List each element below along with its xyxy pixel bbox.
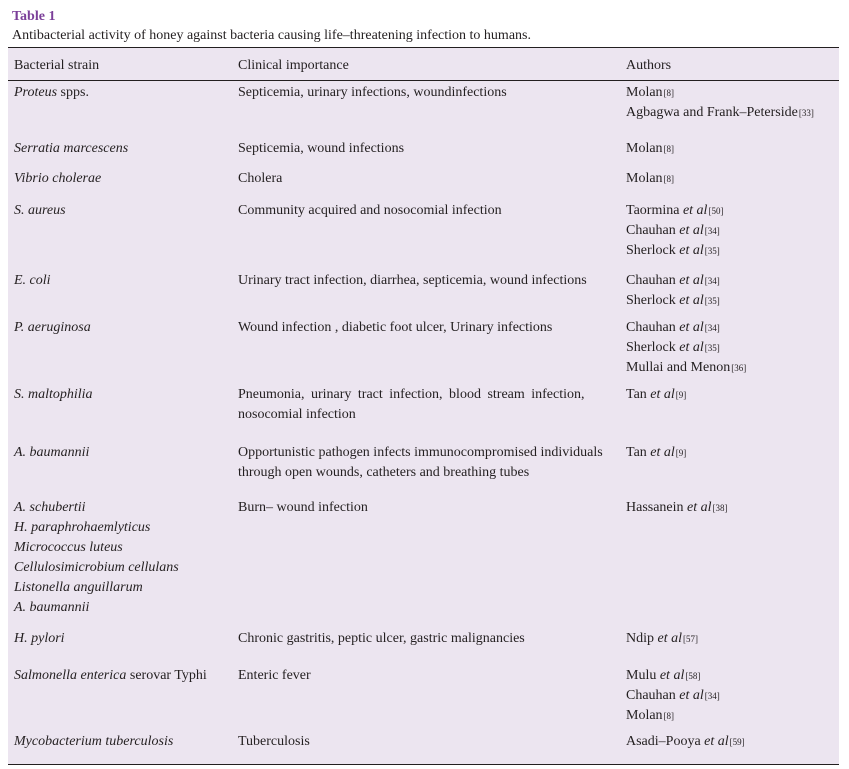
table-cell-clinical: Septicemia, wound infections [238, 141, 405, 156]
table-cell-strain: S. aureus [14, 203, 66, 218]
header-clinical-importance: Clinical importance [238, 58, 349, 73]
table-cell-authors: Asadi–Pooya et al[59] [626, 734, 745, 749]
table-cell-authors: Hassanein et al[38] [626, 500, 728, 515]
table-cell-authors: Molan[8] [626, 141, 675, 156]
table-cell-strain: Mycobacterium tuberculosis [14, 734, 174, 749]
table-cell-strain: E. coli [14, 273, 51, 288]
table [8, 47, 839, 765]
table-cell-clinical: Septicemia, urinary infections, woundinfections [238, 85, 507, 100]
table-cell-strain: H. pylori [14, 631, 65, 646]
table-cell-strain: Salmonella enterica serovar Typhi [14, 668, 207, 683]
header-authors: Authors [626, 58, 672, 73]
table-cell-clinical: Pneumonia, urinary tract infection, blood stream infection, nosocomial infection [238, 387, 585, 422]
table-cell-strain: Proteus spps. [14, 85, 89, 100]
table-cell-strain: A. baumannii [14, 445, 90, 460]
table-cell-authors: Molan[8] [626, 171, 675, 186]
table-cell-authors: Mulu et al[58] Chauhan et al[34] Molan[8] [626, 668, 720, 723]
table-cell-authors: Molan[8] Agbagwa and Frank–Peterside[33] [626, 85, 814, 120]
table-cell-authors: Chauhan et al[34] Sherlock et al[35] [626, 273, 720, 308]
table-cell-clinical: Community acquired and nosocomial infection [238, 203, 502, 218]
table-cell-authors: Tan et al[9] [626, 387, 687, 402]
table-cell-strain: Serratia marcescens [14, 141, 129, 156]
table-cell-clinical: Urinary tract infection, diarrhea, septicemia, wound infections [238, 273, 587, 288]
table-cell-strain: P. aeruginosa [14, 320, 91, 335]
table-cell-clinical: Enteric fever [238, 668, 311, 683]
table-cell-strain: A. schubertii H. paraphrohaemlyticus Micrococcus luteus Cellulosimicrobium cellulans Listonella anguillarum A. baumannii [14, 500, 179, 615]
table-title: Table 1 [12, 9, 56, 24]
table-cell-authors: Tan et al[9] [626, 445, 687, 460]
table-cell-clinical: Burn– wound infection [238, 500, 368, 515]
table-cell-clinical: Tuberculosis [238, 734, 310, 749]
table-cell-authors: Ndip et al[57] [626, 631, 698, 646]
header-bacterial-strain: Bacterial strain [14, 58, 100, 73]
table-cell-clinical: Cholera [238, 171, 283, 186]
table-cell-authors: Chauhan et al[34] Sherlock et al[35] Mullai and Menon[36] [626, 320, 747, 375]
table-header [8, 48, 839, 81]
table-caption: Antibacterial activity of honey against bacteria causing life–threatening infection to humans. [12, 28, 531, 43]
table-cell-clinical: Chronic gastritis, peptic ulcer, gastric malignancies [238, 631, 525, 646]
table-cell-clinical: Wound infection , diabetic foot ulcer, Urinary infections [238, 320, 553, 335]
table-cell-strain: Vibrio cholerae [14, 171, 102, 186]
table-cell-strain: S. maltophilia [14, 387, 93, 402]
table-cell-authors: Taormina et al[50] Chauhan et al[34] Sherlock et al[35] [626, 203, 724, 258]
table-cell-clinical: Opportunistic pathogen infects immunocompromised individuals through open wounds, catheters and breathing tubes [238, 445, 603, 480]
